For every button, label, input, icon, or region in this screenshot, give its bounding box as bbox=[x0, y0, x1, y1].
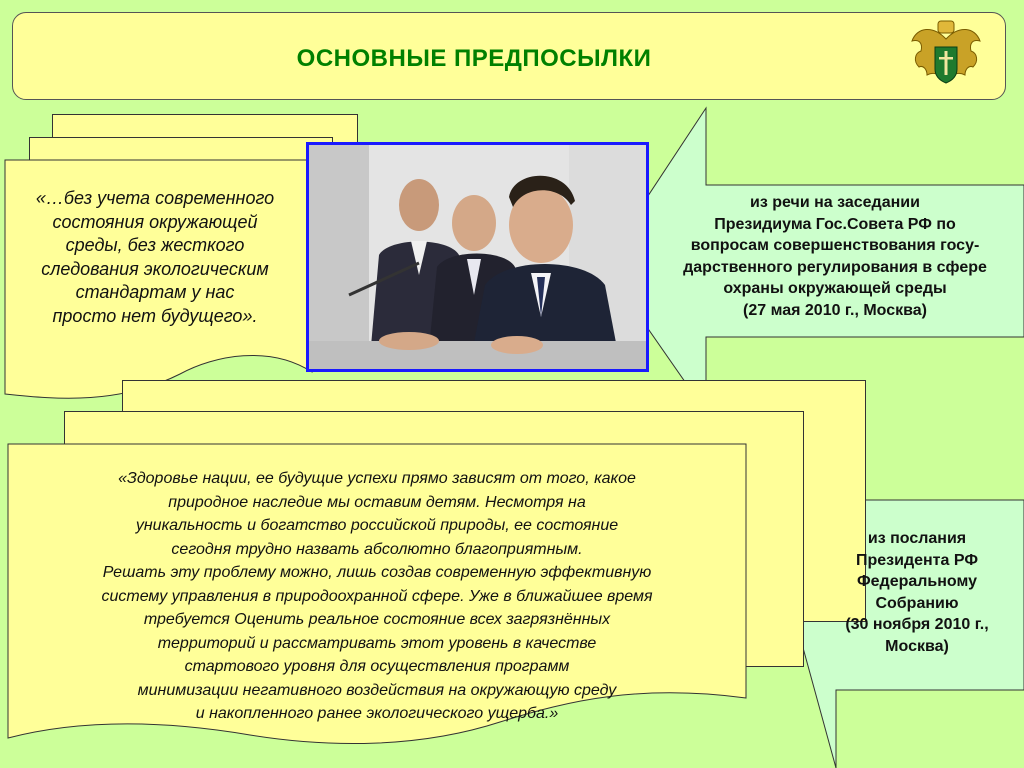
quote-bottom-text: «Здоровье нации, ее будущие успехи прямо зависят от того, какое природное наследие мы оставим детям. Несмотря на уникальность и богатство российской природы, ее состояние сегодня трудно назвать абсолютно благоприятным. Решать эту проблему можно, лишь создав современную эффективную систему управления в природоохранной сфере. Уже в ближайшее время требуется Оценить реальное состояние всех загрязнённых территорий и рассматривать этот уровень в качестве стартового уровня для осуществления программ минимизации негативного воздействия на окружающую среду и накопленного ранее экологического ущерба.» bbox=[101, 470, 653, 722]
quote-top-text: «…без учета современного состояния окружающей среды, без жесткого следования экологическим стандартам у нас просто нет будущего». bbox=[35, 188, 275, 326]
source-top-text: из речи на заседании Президиума Гос.Совета РФ по вопросам совершенствования госу- дарственного регулирования в сфере охраны окружающей среды (27 мая 2010 г., Москва) bbox=[683, 194, 987, 319]
page-title: ОСНОВНЫЕ ПРЕДПОСЫЛКИ bbox=[296, 45, 652, 72]
source-bottom-text: из послания Президента РФ Федеральному Собранию (30 ноября 2010 г., Москва) bbox=[845, 530, 989, 655]
